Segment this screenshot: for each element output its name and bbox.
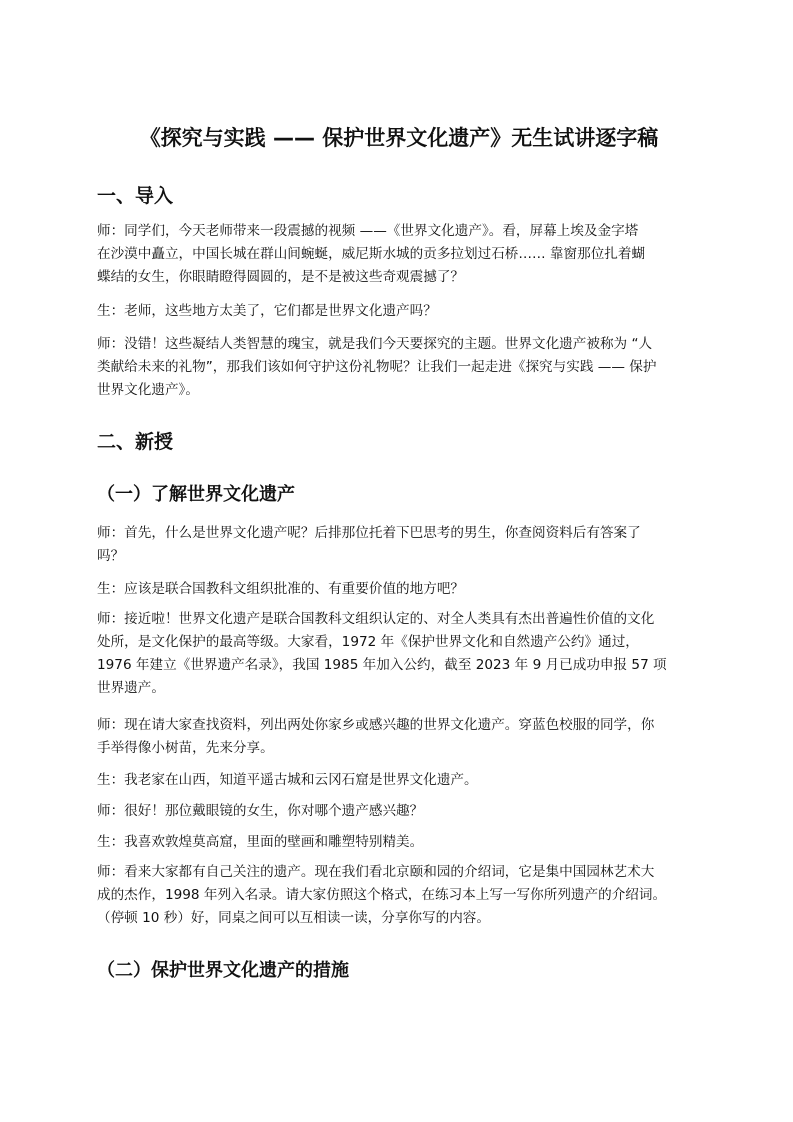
section-heading-new: 二、新授	[97, 431, 174, 453]
paragraph-student-shanxi	[97, 769, 701, 792]
paragraph-student-answer	[97, 578, 701, 601]
paragraph-intro-teacher-1	[97, 220, 701, 289]
text-line: 生：老师，这些地方太美了，它们都是世界文化遗产吗？	[97, 303, 437, 319]
text-line: 生：我老家在山西，知道平遥古城和云冈石窟是世界文化遗产。	[97, 772, 478, 788]
text-line: 蝶结的女生，你眼睛瞪得圆圆的，是不是被这些奇观震撼了？	[97, 269, 465, 285]
section-heading-intro: 一、导入	[97, 185, 174, 207]
text-line: 生：我喜欢敦煌莫高窟，里面的壁画和雕塑特别精美。	[97, 834, 424, 850]
text-line: 吗？	[97, 548, 125, 564]
paragraph-teacher-glasses	[97, 800, 701, 823]
text-line: 世界遗产。	[97, 680, 165, 696]
text-line: 师：很好！那位戴眼镜的女生，你对哪个遗产感兴趣？	[97, 803, 424, 819]
paragraph-intro-teacher-2	[97, 333, 701, 402]
text-line: 师：看来大家都有自己关注的遗产。现在我们看北京颐和园的介绍词，它是集中国园林艺术大	[97, 864, 655, 880]
text-line: （停顿 10 秒）好，同桌之间可以互相读一读，分享你写的内容。	[97, 910, 490, 926]
text-line: 师：首先，什么是世界文化遗产呢？后排那位托着下巴思考的男生，你查阅资料后有答案了	[97, 525, 641, 541]
paragraph-student-dunhuang	[97, 831, 701, 854]
text-line: 1976 年建立《世界遗产名录》，我国 1985 年加入公约，截至 2023 年 9 月已成功申报 57 项	[97, 657, 667, 673]
text-line: 生：应该是联合国教科文组织批准的、有重要价值的地方吧？	[97, 581, 465, 597]
text-line: 类献给未来的礼物”，那我们该如何守护这份礼物呢？让我们一起走进《探究与实践 —— 保护	[97, 359, 657, 375]
subsection-heading-protect: （二）保护世界文化遗产的措施	[97, 960, 349, 981]
text-line: 世界文化遗产》。	[97, 382, 199, 398]
text-line: 师：现在请大家查找资料，列出两处你家乡或感兴趣的世界文化遗产。穿蓝色校服的同学，你	[97, 717, 655, 733]
paragraph-teacher-task	[97, 714, 701, 760]
paragraph-teacher-summerpalace	[97, 861, 701, 930]
text-line: 在沙漠中矗立，中国长城在群山间蜿蜒，威尼斯水城的贡多拉划过石桥…… 靠窗那位扎着蝴	[97, 246, 646, 262]
text-line: 成的杰作，1998 年列入名录。请大家仿照这个格式，在练习本上写一写你所列遗产的介绍词。	[97, 887, 667, 903]
paragraph-teacher-question	[97, 522, 701, 568]
text-line: 手举得像小树苗，先来分享。	[97, 740, 274, 756]
text-line: 师：接近啦！世界文化遗产是联合国教科文组织认定的、对全人类具有杰出普遍性价值的文化	[97, 611, 655, 627]
text-line: 师：没错！这些凝结人类智慧的瑰宝，就是我们今天要探究的主题。世界文化遗产被称为 “人	[97, 336, 653, 352]
document-title: 《探究与实践 —— 保护世界文化遗产》无生试讲逐字稿	[139, 126, 659, 150]
subsection-heading-understand: （一）了解世界文化遗产	[97, 484, 295, 505]
paragraph-teacher-definition	[97, 608, 701, 700]
paragraph-intro-student-1	[97, 300, 701, 323]
text-line: 师：同学们，今天老师带来一段震撼的视频 ——《世界文化遗产》。看，屏幕上埃及金字塔	[97, 223, 639, 239]
text-line: 处所，是文化保护的最高等级。大家看，1972 年《保护世界文化和自然遗产公约》通过，	[97, 634, 639, 650]
